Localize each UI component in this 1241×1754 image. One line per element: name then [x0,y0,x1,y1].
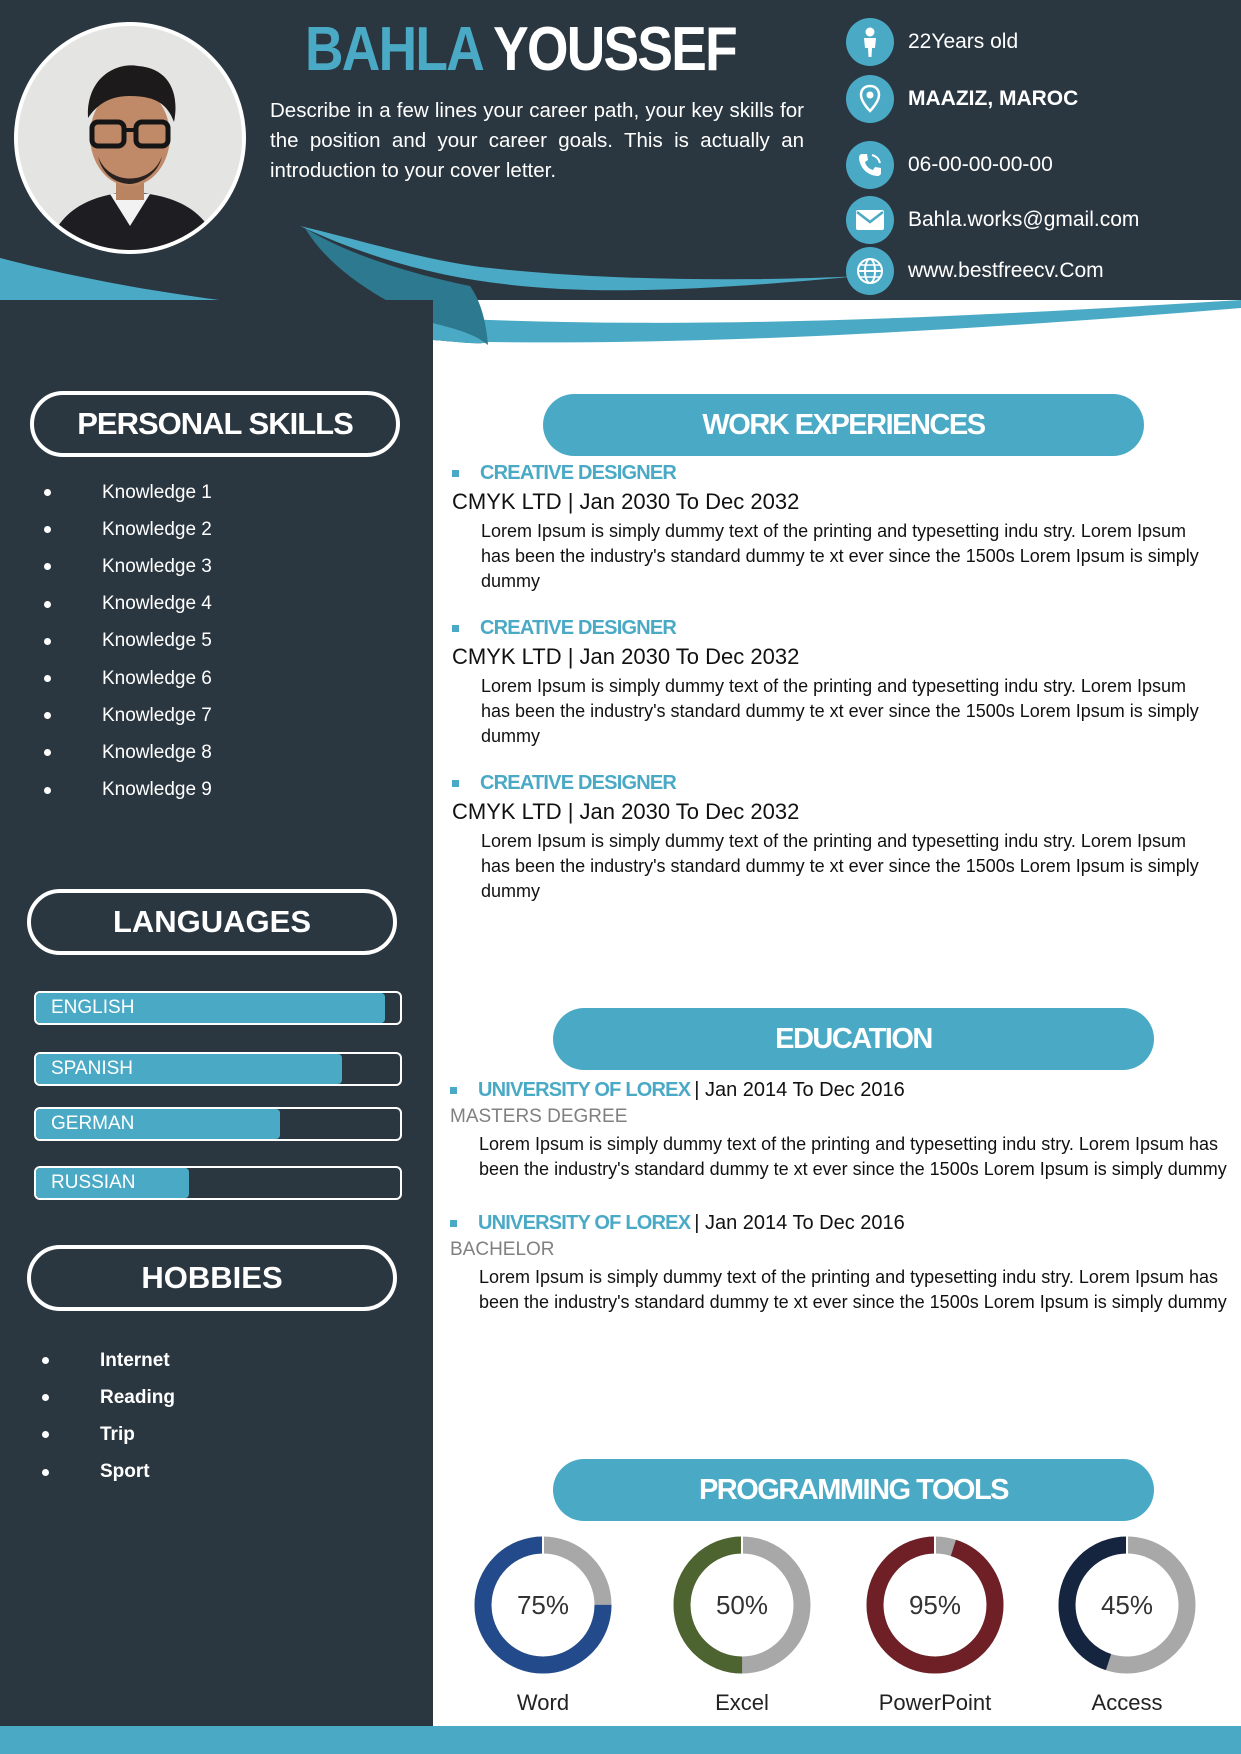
degree-name: MASTERS DEGREE [450,1106,628,1127]
education-description: Lorem Ipsum is simply dummy text of the printing and typesetting indu stry. Lorem Ipsum has been the industry's standard dummy te xt ever since the 1500s Lorem Ipsum is simply dummy [479,1267,1227,1312]
first-name: BAHLA [305,15,482,84]
phone-text: 06-00-00-00-00 [908,153,1053,176]
tool-name: PowerPoint [878,1690,992,1715]
education-heading-text: EDUCATION [775,1022,932,1055]
tool-name: Word [516,1690,570,1715]
skill-label: Knowledge 2 [102,518,212,540]
email-text: Bahla.works@gmail.com [908,208,1140,231]
location-text: MAAZIZ, MAROC [908,87,1079,110]
work-heading-text: WORK EXPERIENCES [702,408,985,441]
donut-powerpoint [875,1537,995,1666]
skill-label: Knowledge 5 [102,630,212,652]
job-description: Lorem Ipsum is simply dummy text of the printing and typesetting indu stry. Lorem Ipsum has been the industry's standard dummy te xt ever since the 1500s Lorem Ipsum is simply dummy [481,676,1199,746]
school-name: UNIVERSITY OF LOREX [478,1212,691,1234]
education-description: Lorem Ipsum is simply dummy text of the printing and typesetting indu stry. Lorem Ipsum has been the industry's standard dummy te xt ever since the 1500s Lorem Ipsum is simply dummy [479,1134,1227,1179]
job-role: CREATIVE DESIGNER [480,462,677,484]
language-name: RUSSIAN [51,1172,136,1193]
age-text: 22Years old [908,30,1019,53]
job-company-dates: CMYK LTD | Jan 2030 To Dec 2032 [452,644,800,669]
tool-name: Excel [715,1690,769,1715]
job-description: Lorem Ipsum is simply dummy text of the printing and typesetting indu stry. Lorem Ipsum has been the industry's standard dummy te xt ever since the 1500s Lorem Ipsum is simply dummy [481,831,1199,901]
donut-percent-label: 95% [908,1590,962,1620]
skill-label: Knowledge 1 [102,481,212,503]
hobbies-heading-text: HOBBIES [141,1260,283,1295]
education-dates: | Jan 2014 To Dec 2016 [694,1212,905,1234]
donut-percent-label: 50% [715,1590,769,1620]
donut-percent-label: 75% [516,1590,570,1620]
hobby-label: Trip [100,1423,135,1445]
languages-heading-text: LANGUAGES [112,904,312,939]
donut-access [1067,1537,1187,1666]
intro-text: Describe in a few lines your career path, your key skills for the position and your career goals. This is actually an introduction to your cover letter. [270,99,804,182]
job-company-dates: CMYK LTD | Jan 2030 To Dec 2032 [452,489,800,514]
tools-heading-text: PROGRAMMING TOOLS [698,1473,1009,1506]
tool-name: Access [1091,1690,1163,1715]
school-name: UNIVERSITY OF LOREX [478,1079,691,1101]
donut-word [483,1537,603,1666]
skills-heading-text: PERSONAL SKILLS [77,406,353,441]
job-description: Lorem Ipsum is simply dummy text of the printing and typesetting indu stry. Lorem Ipsum has been the industry's standard dummy te xt ever since the 1500s Lorem Ipsum is simply dummy [481,521,1199,591]
hobby-label: Reading [100,1386,175,1408]
degree-name: BACHELOR [450,1239,555,1260]
job-role: CREATIVE DESIGNER [480,617,677,639]
website-text: www.bestfreecv.Com [908,259,1104,282]
skill-label: Knowledge 9 [102,779,212,801]
language-name: GERMAN [51,1113,135,1134]
last-name: YOUSSEF [493,15,736,84]
hobby-label: Internet [100,1349,170,1371]
donut-excel [682,1537,802,1666]
skill-label: Knowledge 8 [102,741,212,763]
education-dates: | Jan 2014 To Dec 2016 [694,1079,905,1101]
job-company-dates: CMYK LTD | Jan 2030 To Dec 2032 [452,799,800,824]
skill-label: Knowledge 7 [102,704,212,726]
job-role: CREATIVE DESIGNER [480,772,677,794]
skill-label: Knowledge 4 [102,593,212,615]
skill-label: Knowledge 6 [102,667,212,689]
language-name: ENGLISH [51,997,135,1018]
donut-percent-label: 45% [1100,1590,1154,1620]
language-name: SPANISH [51,1058,134,1079]
hobby-label: Sport [100,1461,150,1483]
skill-label: Knowledge 3 [102,555,212,577]
